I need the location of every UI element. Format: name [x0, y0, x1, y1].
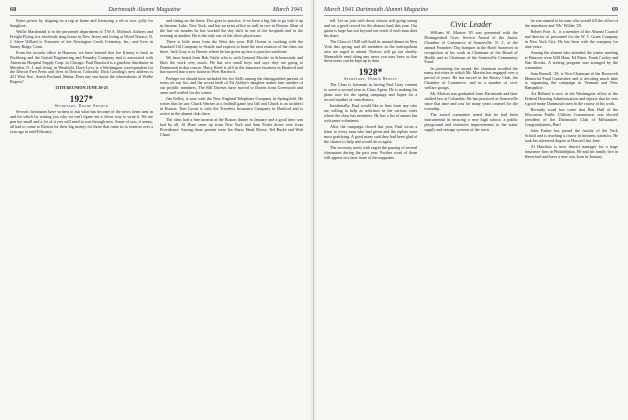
class-secretary-1927: Secretary, Doane Arnold — [54, 104, 109, 109]
paragraph: There is little news from the West this year. Bill Owens is working with the Standard Oil Company in Seattle and expects to head the next reunion of the class out there. Jack Gray is in Denver where he has given up law to practice medicine. — [160, 38, 303, 54]
class-heading-1928: 1928* — [358, 67, 383, 78]
paragraph: Among the alumni who attended the winter meeting at Hanover were Will Haas, Ed Paine, Frank Cooley and Dan Brooks. A stirring program was arranged by the committee. — [524, 49, 618, 70]
right-column-3 — [525, 19, 618, 415]
reunion-note: 13TH REUNION JUNE 20-23 — [55, 85, 108, 91]
paragraph: Wallie Macdonald is in the personnel department of T.W.A. Mohawk Airlines and Freight Flying is a wholesale drug house in New Jersey and living at Wood Terrace, N. J. Steve Willard is Treasurer of the Newington Creek Creamery, Inc., and lives in Sunny Ridge, Conn. — [10, 29, 153, 49]
paragraph: Perhaps we should have included the Joe Kells among the distinguished parents of twins on our list, and the recent birth of Ed Ashley's daughter makes him another of our prolific members. The Bill Davises have moved to Darien from Greenwich and seem well settled for the winter. — [160, 75, 303, 96]
left-page-number: 68 — [10, 6, 17, 13]
right-running-head — [324, 6, 618, 16]
left-column-2 — [160, 19, 303, 415]
paragraph: and sitting on the fence. Doc goes to practice, if we have a big fish to go with it up in Saranac Lake, New York, and has an extra office as well as two in Boston. Most of the last six months he has worked the day shift in one of the hospitals and in the evening at another. He is the only one of the clinic physicians. — [160, 19, 303, 38]
paragraph: Mr. Morton was graduated from Dartmouth and later studied law at Columbia. He has practiced in Somerville since that time and was for many years counsel for the township. — [424, 91, 518, 111]
paragraph: Art Belland is now in the Washington office of the Federal Housing Administration and reports that he sees a good many Dartmouth men in the course of his work. — [524, 91, 618, 107]
paragraph: John Parker has joined the faculty of the Tuck School and is teaching a course in business statistics. He took his advanced degree at Harvard last June. — [524, 128, 618, 143]
class-secretary-1928: Secretary, Osmun Hewitt — [344, 77, 398, 82]
paragraph: Al Hutchins is now district manager for a large insurance firm in Philadelphia. He and his family live in Haverford and have a new son, born in January. — [524, 144, 618, 159]
right-page — [314, 0, 628, 420]
left-column-1 — [10, 19, 153, 415]
paragraph: Incidentally, Paul would like to hear from any who are willing to help as solicitors in the various cities where the class has members. He has a list of names but welcomes volunteers. — [324, 103, 418, 123]
class-heading-1927: 1927* — [69, 94, 94, 105]
paragraph: Sykes power by slipping on a rug at home and fracturing a rib or two...jolly for Sunghoot. — [10, 19, 153, 28]
right-column-1 — [324, 19, 417, 415]
paragraph: Sam Russell, '29, is Vice-Chairman of the Roosevelt Memorial Fund Committee and is devoting much time to organizing the campaign in Vermont and New Hampshire. — [524, 70, 618, 91]
paragraph: tell. Let us join with those classes still going strong and set a good record for the alumni fund this year. Our quota is large but not beyond our reach if each man does his share. — [324, 19, 418, 38]
paragraph: After the campaign closed last year, Paul wrote a letter to every man who had given and the replies were most gratifying. A good many said they had been glad of the chance to help and would do so again. — [324, 123, 418, 144]
paragraph: We have heard from Bob Tuttle who is with General Electric in Schenectady and likes the work very much. He has two small boys and says they are going to Dartmouth in due course. Harry Reed is still in the insurance business in Hartford and has moved into a new house in West Hartford. — [160, 54, 303, 75]
paragraph: Robert Pote, Jr., is a member of the Alumni Council and director of personnel for the W. T. Grant Company in New York City. He has been with the company for nine years. — [524, 29, 618, 49]
paragraph: The Class of 1928 will hold its annual dinner in New York this spring and all members in the metropolitan area are urged to attend. Notices will go out shortly. Meanwhile send along any news you may have so that these notes can be kept up to date. — [324, 38, 418, 64]
right-page-number: 69 — [611, 6, 618, 13]
left-running-head — [10, 6, 303, 16]
civic-leader-heading: Civic Leader — [450, 20, 492, 29]
left-issue-date: March 1941 — [272, 6, 303, 13]
paragraph: Recently word has come that Ben Hall of the Wisconsin Public Utilities Commission was elected president of the Dartmouth Club of Milwaukee. Congratulations, Ben! — [524, 107, 618, 128]
paragraph: The secretary notes with regret the passing of several classmates during the past year. Further word of them will appear in a later issue of the magazine. — [324, 144, 418, 160]
left-magazine-title: Dartmouth Alumni Magazine — [108, 6, 181, 13]
right-column-2 — [424, 19, 517, 415]
right-magazine-title: March 1941 Dartmouth Alumni Magazine — [324, 6, 429, 13]
paragraph: Several classmates have written to ask what has become of the news items sent in and for which by writing you why we can't figure out a clever way to write it. We are pan too small and a lot of it you will need to sort through now. Some of you, it seems, all had to come to Boston for their big money for those that came in to reunion over a year ago in mid-February. — [10, 109, 153, 134]
paragraph: The class had a fine turnout at the Boston dinner in January and a good time was had by all. Al Hunt came up from New York and Sam Potter drove over from Providence. Among those present were Joe Shaw, Hank Morse, Ted Burke and Walt Chase. — [160, 117, 303, 137]
paragraph: From the records office in Hanover, we have learned that Joe Kinney is back in Fitchburg and the United Engineering and Foundry Company and is associated with American Hospital Supply Corp. in Chicago. Paul Bassford is a gasoline distributor in Meriden, N. J. and living in Westfield. Dave Levy is a Washington correspondent for the Detroit Free Press and lives in Detroit, Colorado. Dick Gooding's new address is 421 West Ave., South Portland, Maine. Does any one know the whereabouts of Wallie Rogers? — [10, 49, 153, 85]
paragraph: Jim Kelley is now with the New England Telephone Company in Springfield. He writes that he saw Chuck Warner at a football game last fall and Chuck is an architect in Boston. Tom Lyons is with the Travelers Insurance Company in Hartford and is active in the alumni club there. — [160, 96, 303, 117]
paragraph: he was named to be man who would fill the office of the introducer and 'Mr.' Wilder '29. — [524, 19, 618, 28]
paragraph: The award committee noted that he had been instrumental in securing a new high school, a public playground and extensive improvements to the water supply and sewage systems of the town. — [424, 112, 518, 132]
paragraph: The Class is fortunate in having Paul Gray consent to serve a second year as Class Agent. He is making his plans now for the spring campaign and hopes for a record number of contributors. — [324, 82, 418, 103]
paragraph: In presenting the award, the chairman recalled the many activities in which Mr. Morton has engaged over a period of years. He has served in the Rotary Club, the Chamber of Commerce, and in a number of civic welfare groups. — [424, 65, 518, 91]
paragraph: William W. Morton '05 was presented with the Distinguished Civic Service Award of the Junior Chamber of Commerce of Somerville, N. J., at the annual Founders' Day banquet in the Hotel Somerset in recognition of his work as Chairman of the Board of Health and as Chairman of the Somerville Community Fund. — [424, 30, 518, 65]
